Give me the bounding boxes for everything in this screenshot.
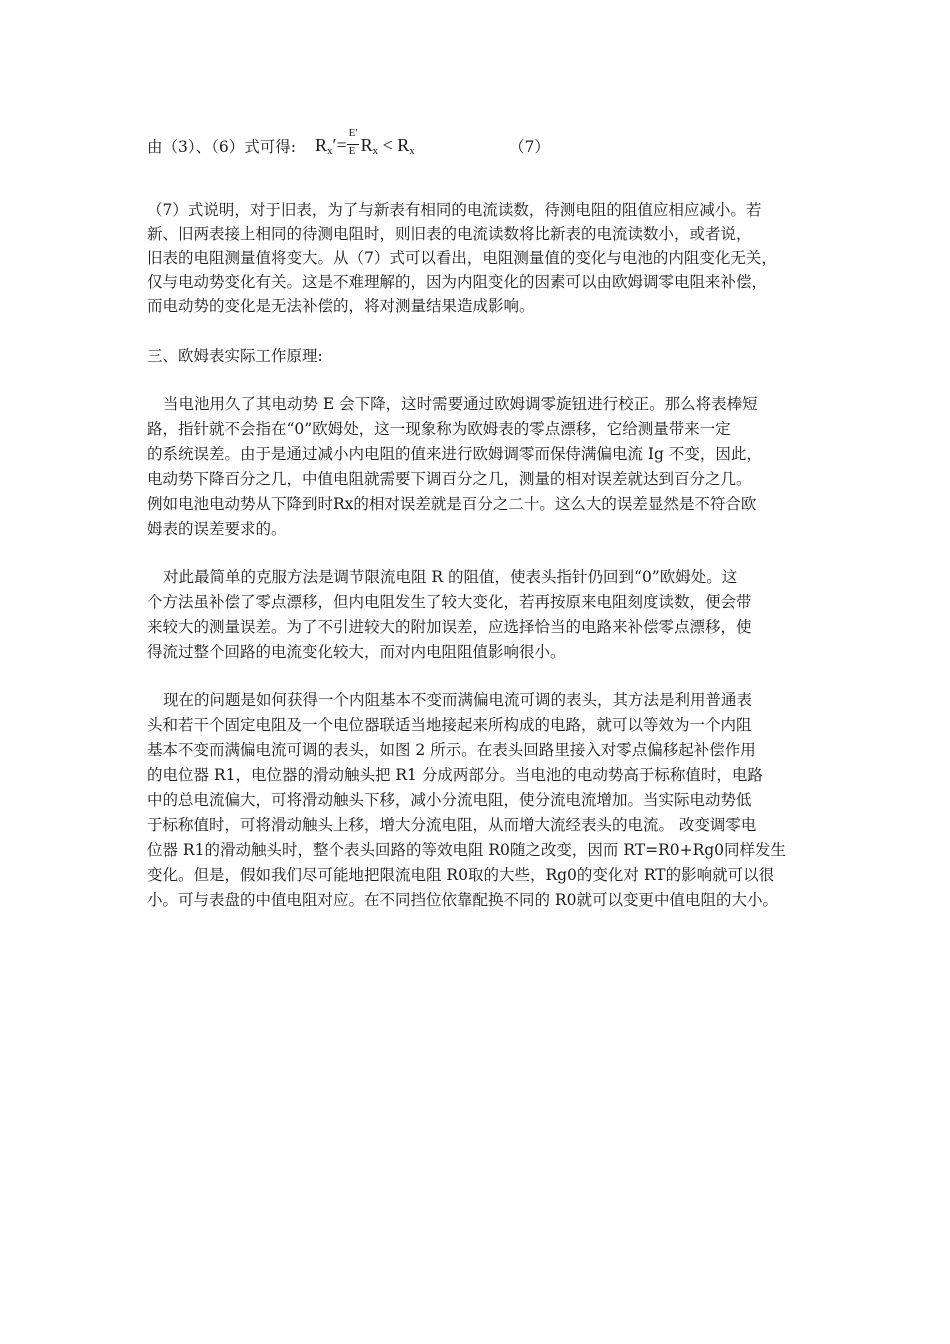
formula-denominator: E	[348, 145, 356, 157]
formula-prime-eq: ′=	[332, 135, 347, 155]
paragraph3-line: 对此最简单的克服方法是调节限流电阻 R 的阻值，使表头指针仍回到“0”欧姆处。这	[163, 568, 738, 586]
paragraph2-line: 电动势下降百分之几，中值电阻就需要下调百分之几，测量的相对误差就达到百分之几。	[147, 470, 752, 488]
formula-numerator	[349, 127, 358, 139]
paragraph2-line: 当电池用久了其电动势 E 会下降，这时需要通过欧姆调零旋钮进行校正。那么将表棒短	[163, 395, 758, 413]
formula-num-letter: E	[348, 127, 356, 139]
paragraph2-line: 姆表的误差要求的。	[147, 520, 287, 538]
paragraph3-line: 来较大的测量误差。为了不引进较大的附加误差，应选择恰当的电路来补偿零点漂移，使	[147, 618, 752, 636]
formula-sub-b: x	[372, 145, 379, 157]
paragraph4-line: 小。可与表盘的中值电阻对应。在不同挡位依靠配换不同的 R0就可以变更中值电阻的大小。	[147, 891, 778, 909]
paragraph4-line: 于标称值时，可将滑动触头上移，增大分流电阻，从而增大流经表头的电流。 改变调零电	[147, 816, 757, 834]
formula-lead-text: 由（3）、（6）式可得:	[147, 138, 296, 156]
section-heading: 三、欧姆表实际工作原理:	[147, 347, 323, 365]
paragraph3-line: 个方法虽补偿了零点漂移，但内电阻发生了较大变化，若再按原来电阻刻度读数，便会带	[147, 593, 752, 611]
paragraph2-line: 例如电池电动势从下降到时Rx的相对误差就是百分之二十。这么大的误差显然是不符合欧	[147, 495, 757, 513]
paragraph4-line: 头和若干个固定电阻及一个电位器联适当地接起来所构成的电路，就可以等效为一个内阻	[147, 716, 752, 734]
paragraph2-line: 的系统误差。由于是通过减小内电阻的值来进行欧姆调零而保侍满偏电流 Ig 不变，因此，	[147, 445, 762, 463]
equation-number: （7）	[509, 138, 550, 156]
formula-num-prime: ′	[355, 127, 358, 139]
formula-r-c: R	[397, 135, 410, 155]
paragraph4-line: 中的总电流偏大，可将滑动触头下移，减小分流电阻，使分流电流增加。当实际电动势低	[147, 791, 752, 809]
paragraph1-line: （7）式说明，对于旧表，为了与新表有相同的电流读数，待测电阻的阻值应相应减小。若	[147, 201, 762, 219]
paragraph4-line: 基本不变而满偏电流可调的表头，如图 2 所示。在表头回路里接入对零点偏移起补偿作用	[147, 741, 756, 759]
paragraph3-line: 得流过整个回路的电流变化较大，而对内电阻阻值影响很小。	[147, 643, 566, 661]
formula-r-a: R	[315, 135, 328, 155]
formula-fraction	[347, 127, 361, 160]
paragraph4-line: 现在的问题是如何获得一个内阻基本不变而满偏电流可调的表头，其方法是利用普通表	[163, 691, 753, 709]
paragraph1-line: 而电动势的变化是无法补偿的，将对测量结果造成影响。	[147, 297, 535, 315]
paragraph1-line: 旧表的电阻测量值将变大。从（7）式可以看出，电阻测量值的变化与电池的内阻变化无关，	[147, 249, 777, 267]
paragraph2-line: 路，指针就不会指在“0”欧姆处，这一现象称为欧姆表的零点漂移，它给测量带来一定	[147, 420, 731, 438]
paragraph1-line: 仅与电动势变化有关。这是不难理解的，因为内阻变化的因素可以由欧姆调零电阻来补偿，	[147, 273, 768, 291]
paragraph4-line: 变化。但是，假如我们尽可能地把限流电阻 R0取的大些，Rg0的变化对 RT的影响就可以很	[147, 866, 775, 884]
formula-line	[147, 126, 747, 170]
paragraph4-line: 位器 R1的滑动触头时，整个表头回路的等效电阻 R0随之改变，因而 RT=R0+Rg0同样发生	[147, 841, 787, 859]
formula-sub-c: x	[409, 145, 415, 157]
formula-sub-a: x	[327, 145, 333, 157]
formula-r-b: R	[360, 135, 373, 155]
formula-lt: <	[378, 135, 398, 155]
paragraph4-line: 的电位器 R1，电位器的滑动触头把 R1 分成两部分。当电池的电动势高于标称值时，电路	[147, 766, 763, 784]
paragraph1-line: 新、旧两表接上相同的待测电阻时，则旧表的电流读数将比新表的电流读数小，或者说，	[147, 225, 752, 243]
formula-expression	[315, 127, 415, 160]
